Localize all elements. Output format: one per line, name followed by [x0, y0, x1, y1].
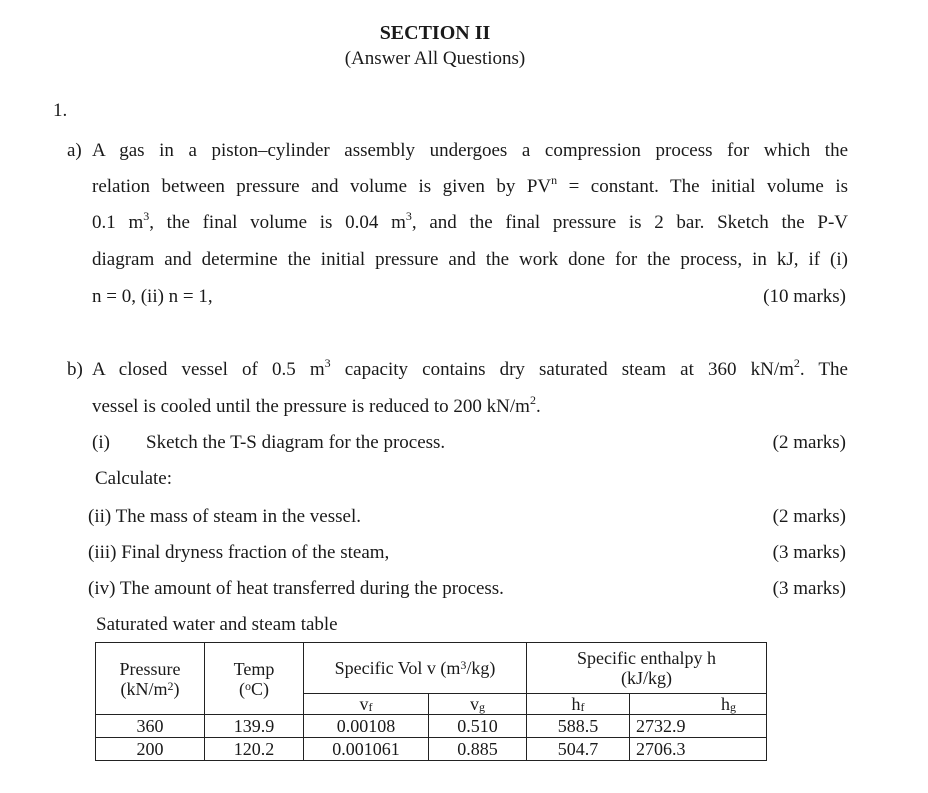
table-row: [96, 715, 767, 738]
table-row: [96, 738, 767, 761]
header-pressure: Pressure $(kN/m^2)$: [96, 643, 205, 715]
cell-vf: 0.001061: [304, 738, 429, 761]
part-b-i-marks: (2 marks): [772, 432, 846, 453]
table-caption: Saturated water and steam table: [96, 614, 338, 635]
part-a-line-2: relation between pressure and volume is given by $PV^n$ = constant. The initial volume is: [92, 173, 848, 197]
part-a-line-4: diagram and determine the initial pressure and the work done for the process, in kJ, if (i): [92, 249, 848, 270]
header-hg: $h_g$: [630, 694, 767, 715]
cell-vf: 0.00108: [304, 715, 429, 738]
header-specific-enthalpy: Specific enthalpy h (kJ/kg): [527, 643, 767, 694]
part-a-line-1: A gas in a piston–cylinder assembly undergoes a compression process for which the: [92, 140, 848, 161]
part-a-line-5: n = 0, (ii) n = 1,: [92, 286, 213, 307]
part-b-iv-marks: (3 marks): [772, 578, 846, 599]
question-number: 1.: [53, 100, 68, 121]
steam-table: [95, 642, 767, 761]
header-specific-volume: Specific Vol v $(m^3/kg)$: [304, 643, 527, 694]
header-temp: Temp ($^o$C): [205, 643, 304, 715]
cell-pressure: 360: [96, 715, 205, 738]
cell-hf: 504.7: [527, 738, 630, 761]
part-b-i-text: Sketch the T-S diagram for the process.: [146, 432, 446, 453]
header-vg: $v_g$: [429, 694, 527, 715]
part-b-iv-text: (iv) The amount of heat transferred during the process.: [88, 578, 504, 599]
part-a-line-3: 0.1 $m^3$, the final volume is 0.04 $m^3$, and the final pressure is 2 bar. Sketch the P-V: [92, 209, 849, 233]
cell-temp: 120.2: [205, 738, 304, 761]
section-subtitle: (Answer All Questions): [344, 48, 526, 69]
cell-hg: 2732.9: [630, 715, 767, 738]
cell-vg: 0.885: [429, 738, 527, 761]
part-b-label: b): [67, 359, 83, 380]
header-hf: $h_f$: [527, 694, 630, 715]
part-b-line-1: A closed vessel of 0.5 $m^3$ capacity contains dry saturated steam at 360 $kN/m^2$. The: [92, 356, 848, 380]
calculate-label: Calculate:: [95, 468, 173, 489]
cell-hg: 2706.3: [630, 738, 767, 761]
cell-vg: 0.510: [429, 715, 527, 738]
part-b-line-2: vessel is cooled until the pressure is reduced to 200 $kN/m^2$.: [92, 393, 541, 417]
part-b-i-label: (i): [92, 432, 110, 453]
header-vf: $v_f$: [304, 694, 429, 715]
cell-pressure: 200: [96, 738, 205, 761]
section-title: SECTION II: [379, 22, 491, 44]
part-b-iii-text: (iii) Final dryness fraction of the steam,: [88, 542, 390, 563]
cell-hf: 588.5: [527, 715, 630, 738]
part-b-ii-marks: (2 marks): [772, 506, 846, 527]
part-b-ii-text: (ii) The mass of steam in the vessel.: [88, 506, 361, 527]
part-a-marks: (10 marks): [763, 286, 846, 307]
cell-temp: 139.9: [205, 715, 304, 738]
part-a-label: a): [67, 140, 82, 161]
part-b-iii-marks: (3 marks): [772, 542, 846, 563]
